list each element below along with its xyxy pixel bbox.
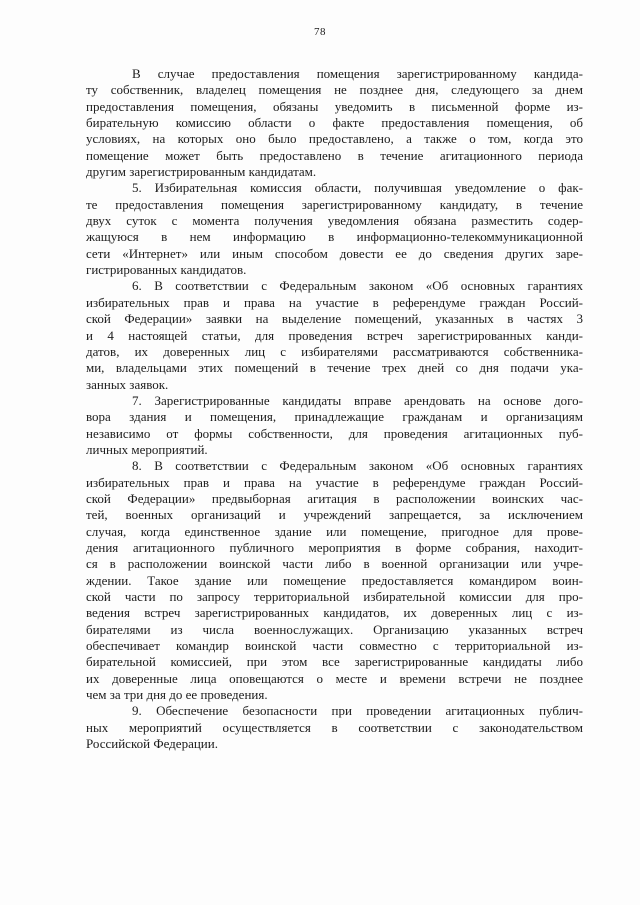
text-line: ждении. Такое здание или помещение предоставляется командиром воин-: [86, 572, 583, 588]
text-line: условиях, на которых оно было предоставлено, а также о том, когда это: [86, 131, 583, 147]
text-line: личных мероприятий.: [86, 441, 208, 457]
text-line: чем за три дня до ее проведения.: [86, 687, 268, 703]
text-line: занных заявок.: [86, 376, 169, 392]
text-line: бирательной комиссией, при этом все зарегистрированные кандидаты либо: [86, 654, 583, 670]
text-line: обеспечивает командир воинской части совместно с территориальной из-: [86, 638, 583, 654]
text-line: помещение может быть предоставлено в течение агитационного периода: [86, 147, 583, 163]
text-line: ся в расположении воинской части либо в военной организации или учре-: [86, 556, 583, 572]
text-line: жащуюся в нем информацию в информационно-телекоммуникационной: [86, 229, 583, 245]
text-line: ской Федерации» предвыборная агитация в расположении воинских час-: [86, 490, 583, 506]
text-line: ской Федерации» заявки на выделение помещений, указанных в частях 3: [86, 311, 583, 327]
text-line: 7. Зарегистрированные кандидаты вправе арендовать на основе дого-: [132, 392, 583, 408]
paragraph-p-6: [86, 278, 583, 392]
text-line: датов, их доверенных лиц с избирателями рассматриваются собственника-: [86, 343, 583, 359]
page-number: 78: [314, 26, 326, 38]
text-line: В случае предоставления помещения зарегистрированному кандида-: [132, 66, 583, 81]
text-line: ведения встреч зарегистрированных кандидатов, их доверенных лиц с из-: [86, 605, 583, 621]
text-line: те предоставления помещения зарегистрированному кандидату, в течение: [86, 196, 583, 212]
text-line: избирательных прав и права на участие в референдуме граждан Россий-: [86, 294, 583, 310]
text-line: ми, владельцами этих помещений в течение трех дней со дня подачи ука-: [86, 360, 583, 376]
paragraph-p-7: [86, 393, 583, 458]
text-line: избирательных прав и права на участие в референдуме граждан Россий-: [86, 474, 583, 490]
paragraph-p-room-notice: [86, 66, 583, 180]
text-line: сети «Интернет» или иным способом довести ее до сведения других заре-: [86, 245, 583, 261]
text-line: ской части по запросу территориальной избирательной комиссии для про-: [86, 589, 583, 604]
text-line: их доверенные лица оповещаются о месте и времени встречи не позднее: [86, 670, 583, 686]
text-line: ных мероприятий осуществляется в соответствии с законодательством: [86, 719, 583, 735]
text-line: двух суток с момента получения уведомления обязана разместить содер-: [86, 213, 583, 229]
text-line: другим зарегистрированным кандидатам.: [86, 164, 317, 180]
text-line: бирателями из числа военнослужащих. Организацию указанных встреч: [86, 621, 583, 637]
text-line: и 4 настоящей статьи, для проведения встреч зарегистрированных канди-: [86, 327, 583, 343]
text-line: предоставления помещения, обязаны уведомить в письменной форме из-: [86, 98, 583, 114]
paragraph-p-8: [86, 458, 583, 703]
text-line: 8. В соответствии с Федеральным законом «Об основных гарантиях: [132, 458, 583, 474]
text-line: 6. В соответствии с Федеральным законом «Об основных гарантиях: [132, 278, 583, 294]
paragraph-p-5: [86, 180, 583, 278]
text-line: бирательную комиссию области о факте предоставления помещения, об: [86, 115, 583, 131]
text-line: независимо от формы собственности, для проведения агитационных пуб-: [86, 425, 583, 441]
article-text: [86, 66, 583, 752]
text-line: Российской Федерации.: [86, 736, 218, 752]
text-line: ту собственник, владелец помещения не позднее дня, следующего за днем: [86, 82, 583, 98]
text-line: 5. Избирательная комиссия области, получившая уведомление о фак-: [132, 180, 583, 196]
text-line: дения агитационного публичного мероприятия в форме собрания, находит-: [86, 539, 583, 555]
text-line: вора здания и помещения, принадлежащие гражданам и организациям: [86, 409, 583, 425]
text-line: 9. Обеспечение безопасности при проведении агитационных публич-: [132, 703, 583, 719]
text-line: гистрированных кандидатов.: [86, 262, 247, 278]
text-line: тей, военных организаций и учреждений запрещается, за исключением: [86, 507, 583, 523]
text-line: случая, когда единственное здание или помещение, пригодное для прове-: [86, 523, 583, 539]
paragraph-p-9: [86, 703, 583, 752]
